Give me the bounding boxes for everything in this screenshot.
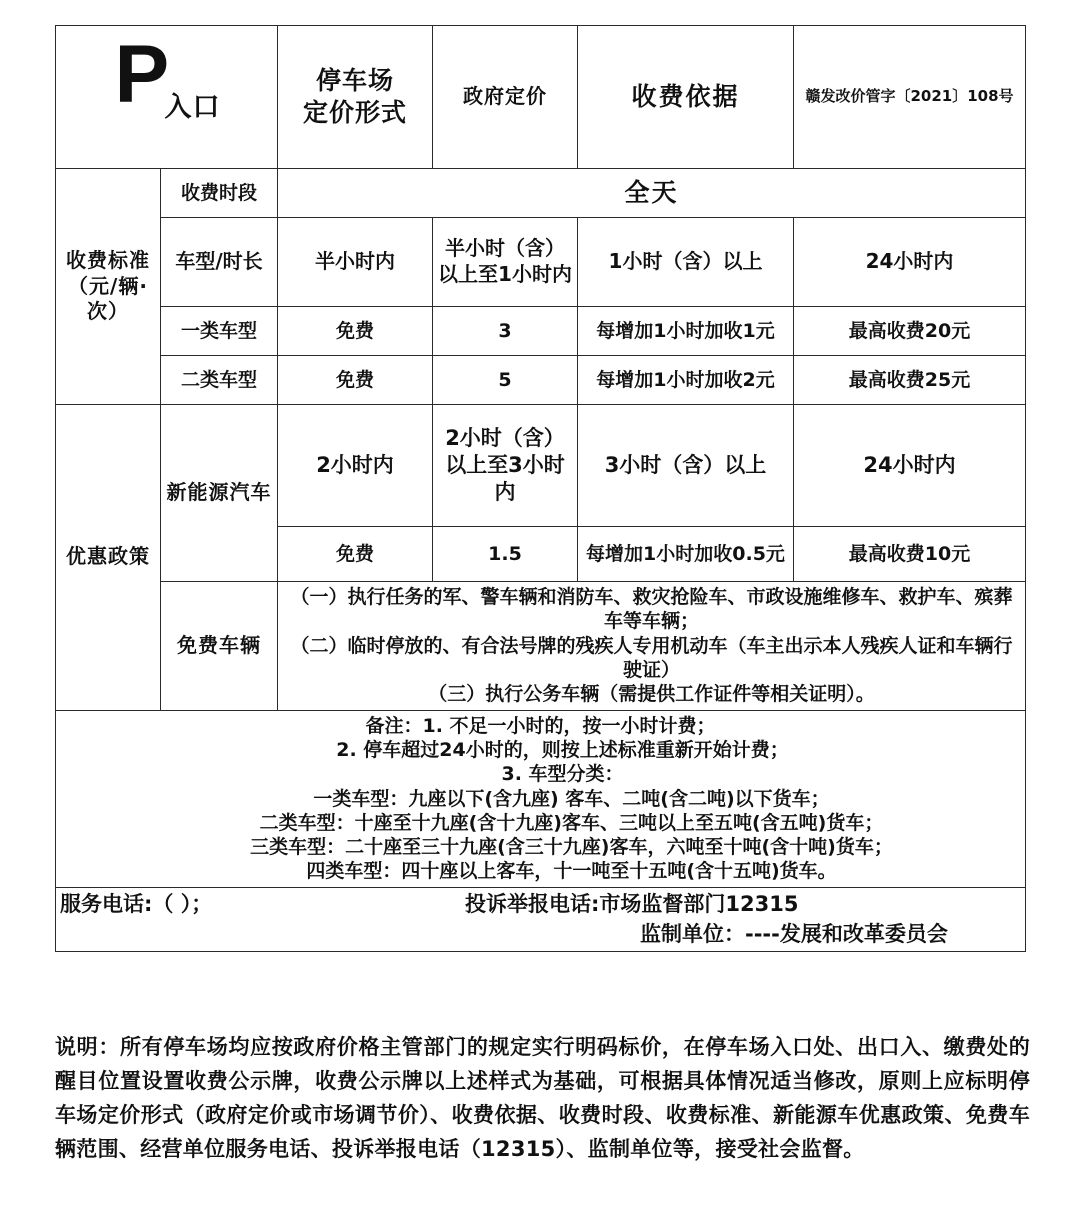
charge-basis-value-cell: 赣发改价管字〔2021〕108号 bbox=[794, 26, 1026, 169]
pricing-form-value-cell: 政府定价 bbox=[433, 26, 578, 169]
preferential-policy-row-label: 优惠政策 bbox=[56, 405, 161, 711]
free-vehicles-row bbox=[56, 582, 1026, 711]
new-energy-value-c2: 1.5 bbox=[433, 527, 578, 582]
free-vehicle-item-3: （三）执行公务车辆（需提供工作证件等相关证明）。 bbox=[428, 683, 875, 706]
new-energy-vehicle-label: 新能源汽车 bbox=[161, 405, 278, 582]
notes-row bbox=[56, 710, 1026, 887]
col-header-within-24-hours: 24小时内 bbox=[794, 218, 1026, 307]
header-row bbox=[56, 26, 1026, 169]
fee-standard-row-label: 收费标准（元/辆·次） bbox=[56, 169, 161, 405]
vehicle-classification-2: 二类车型：十座至十九座(含十九座)客车、三吨以上至五吨(含五吨)货车； bbox=[259, 811, 884, 834]
vehicle-classification-3: 三类车型：二十座至三十九座(含三十九座)客车，六吨至十吨(含十吨)货车； bbox=[250, 836, 893, 859]
notes-line-1 bbox=[60, 714, 1021, 738]
complaint-phone: 投诉举报电话:市场监督部门12315 bbox=[465, 891, 799, 916]
letter-p-icon: P bbox=[114, 29, 168, 121]
fee-column-header-row bbox=[56, 218, 1026, 307]
notes-item-3: 3. 车型分类： bbox=[501, 763, 624, 786]
col-header-over-one-hour: 1小时（含）以上 bbox=[578, 218, 794, 307]
pricing-form-label-cell bbox=[278, 26, 433, 169]
free-vehicle-item-1: （一）执行任务的军、警车辆和消防车、救灾抢险车、市政设施维修车、救护车、殡葬车等车辆； bbox=[290, 586, 1013, 633]
supervisor-unit: 监制单位：----发展和改革委员会 bbox=[640, 921, 948, 946]
new-energy-value-c3: 每增加1小时加收0.5元 bbox=[578, 527, 794, 582]
vehicle-class-1-c4: 最高收费20元 bbox=[794, 307, 1026, 356]
new-energy-value-c4: 最高收费10元 bbox=[794, 527, 1026, 582]
charge-period-value: 全天 bbox=[278, 169, 1026, 218]
notes-title: 备注： bbox=[365, 714, 423, 737]
charge-basis-label-cell: 收费依据 bbox=[578, 26, 794, 169]
vehicle-class-2-c2: 5 bbox=[433, 356, 578, 405]
entrance-label: 入口 bbox=[164, 92, 221, 124]
new-energy-col-within-24-hours: 24小时内 bbox=[794, 405, 1026, 527]
notes-item-2: 2. 停车超过24小时的，则按上述标准重新开始计费； bbox=[336, 738, 789, 761]
pricing-form-label-line1: 停车场 bbox=[315, 66, 394, 95]
new-energy-value-c1: 免费 bbox=[278, 527, 433, 582]
vehicle-class-1-label: 一类车型 bbox=[161, 307, 278, 356]
contact-cell bbox=[56, 887, 1026, 951]
vehicle-class-1-c1: 免费 bbox=[278, 307, 433, 356]
col-header-type-duration: 车型/时长 bbox=[161, 218, 278, 307]
vehicle-class-1-c3: 每增加1小时加收1元 bbox=[578, 307, 794, 356]
pricing-form-label-line2: 定价形式 bbox=[302, 98, 407, 127]
col-header-half-to-one-hour: 半小时（含）以上至1小时内 bbox=[433, 218, 578, 307]
parking-entrance-logo bbox=[107, 29, 227, 142]
vehicle-classification-1: 一类车型：九座以下(含九座) 客车、二吨(含二吨)以下货车； bbox=[313, 787, 830, 810]
charge-period-row bbox=[56, 169, 1026, 218]
vehicle-class-2-c4: 最高收费25元 bbox=[794, 356, 1026, 405]
explanation-paragraph: 说明：所有停车场均应按政府价格主管部门的规定实行明码标价，在停车场入口处、出口入、缴费处的醒目位置设置收费公示牌，收费公示牌以上述样式为基础，可根据具体情况适当修改，原则上应标明停车场定价形式（政府定价或市场调节价）、收费依据、收费时段、收费标准、新能源车优惠政策、免费车辆范围、经营单位服务电话、投诉举报电话（12315）、监制单位等，接受社会监督。 bbox=[55, 1035, 1030, 1162]
free-vehicle-item-2: （二）临时停放的、有合法号牌的残疾人专用机动车（车主出示本人残疾人证和车辆行驶证） bbox=[290, 634, 1013, 681]
vehicle-classification-4: 四类车型：四十座以上客车，十一吨至十五吨(含十五吨)货车。 bbox=[306, 860, 837, 883]
table-row bbox=[56, 307, 1026, 356]
parking-logo-cell bbox=[56, 26, 278, 169]
new-energy-col-over-3-hours: 3小时（含）以上 bbox=[578, 405, 794, 527]
free-vehicles-list bbox=[278, 582, 1026, 711]
col-header-within-half-hour: 半小时内 bbox=[278, 218, 433, 307]
contact-line-1 bbox=[60, 891, 1021, 921]
free-vehicles-label: 免费车辆 bbox=[161, 582, 278, 711]
fee-schedule-table bbox=[55, 25, 1026, 952]
notes-cell bbox=[56, 710, 1026, 887]
new-energy-header-row bbox=[56, 405, 1026, 527]
vehicle-class-1-c2: 3 bbox=[433, 307, 578, 356]
charge-period-label: 收费时段 bbox=[161, 169, 278, 218]
notes-item-1: 1. 不足一小时的，按一小时计费； bbox=[422, 714, 716, 737]
new-energy-col-within-2-hours: 2小时内 bbox=[278, 405, 433, 527]
vehicle-class-2-c3: 每增加1小时加收2元 bbox=[578, 356, 794, 405]
table-row bbox=[56, 356, 1026, 405]
contact-row bbox=[56, 887, 1026, 951]
vehicle-class-2-c1: 免费 bbox=[278, 356, 433, 405]
service-phone: 服务电话:（ ）； bbox=[60, 891, 213, 916]
vehicle-class-2-label: 二类车型 bbox=[161, 356, 278, 405]
new-energy-col-2-to-3-hours: 2小时（含）以上至3小时内 bbox=[433, 405, 578, 527]
